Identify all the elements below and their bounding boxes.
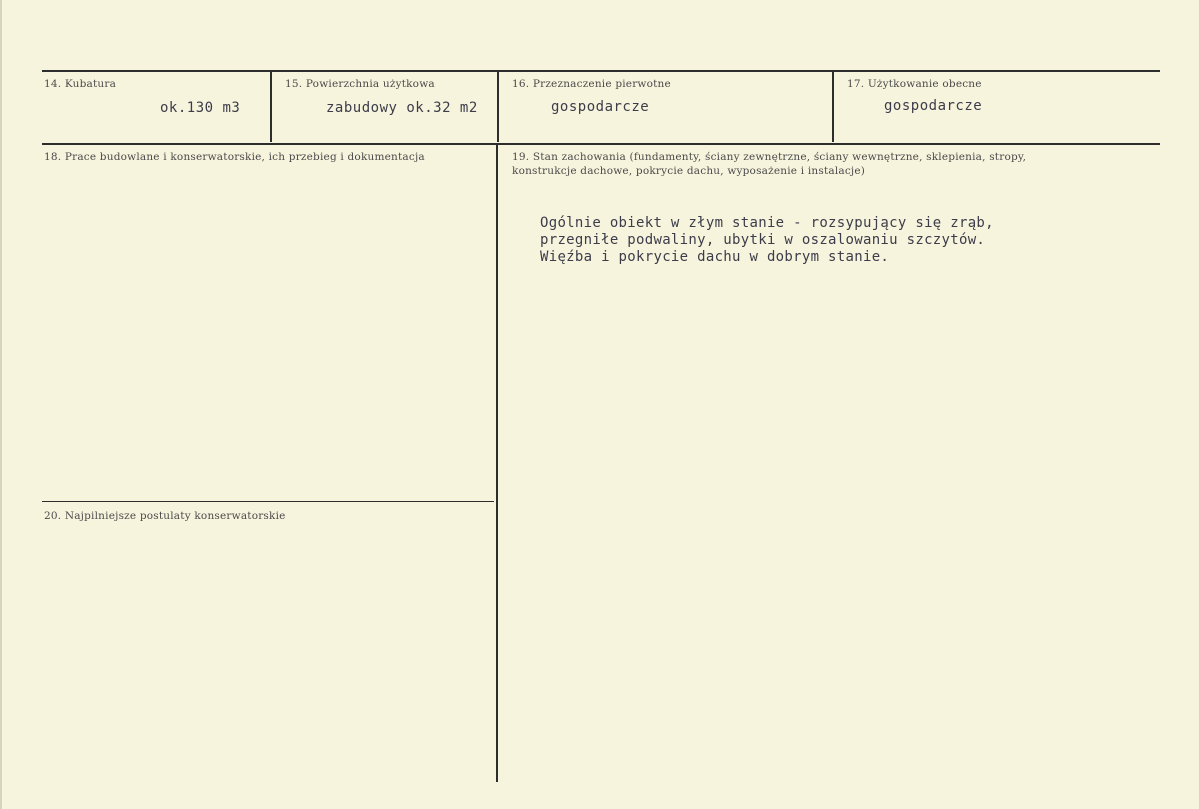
divider-14-15 (270, 72, 272, 142)
postulaty-label: 20. Najpilniejsze postulaty konserwatorskie (44, 510, 286, 522)
kubatura-label: 14. Kubatura (44, 78, 117, 90)
stan-description (540, 215, 994, 266)
second-rule (42, 143, 1160, 145)
stan-line-3: Więźba i pokrycie dachu w dobrym stanie. (540, 249, 890, 265)
kubatura-value: ok.130 m3 (160, 100, 241, 116)
uzytkowanie-value: gospodarcze (884, 98, 983, 114)
przeznaczenie-label: 16. Przeznaczenie pierwotne (512, 78, 671, 90)
uzytkowanie-label: 17. Użytkowanie obecne (847, 78, 982, 90)
rule-18-20 (42, 501, 494, 502)
prace-label: 18. Prace budowlane i konserwatorskie, ich przebieg i dokumentacja (44, 151, 425, 163)
divider-16-17 (832, 72, 834, 142)
przeznaczenie-value: gospodarcze (551, 99, 650, 115)
divider-main (496, 145, 498, 782)
stan-line-1: Ogólnie obiekt w złym stanie - rozsypujący się zrąb, (540, 215, 994, 231)
divider-15-16 (497, 72, 499, 142)
stan-label: 19. Stan zachowania (fundamenty, ściany zewnętrzne, ściany wewnętrzne, sklepienia, stropy, konstrukcje dachowe, pokrycie dachu, wyposażenie i instalacje) (512, 151, 1027, 177)
powierzchnia-label: 15. Powierzchnia użytkowa (285, 78, 435, 90)
stan-line-2: przegniłe podwaliny, ubytki w oszalowaniu szczytów. (540, 232, 986, 248)
powierzchnia-value: zabudowy ok.32 m2 (326, 100, 478, 116)
top-rule (42, 70, 1160, 72)
